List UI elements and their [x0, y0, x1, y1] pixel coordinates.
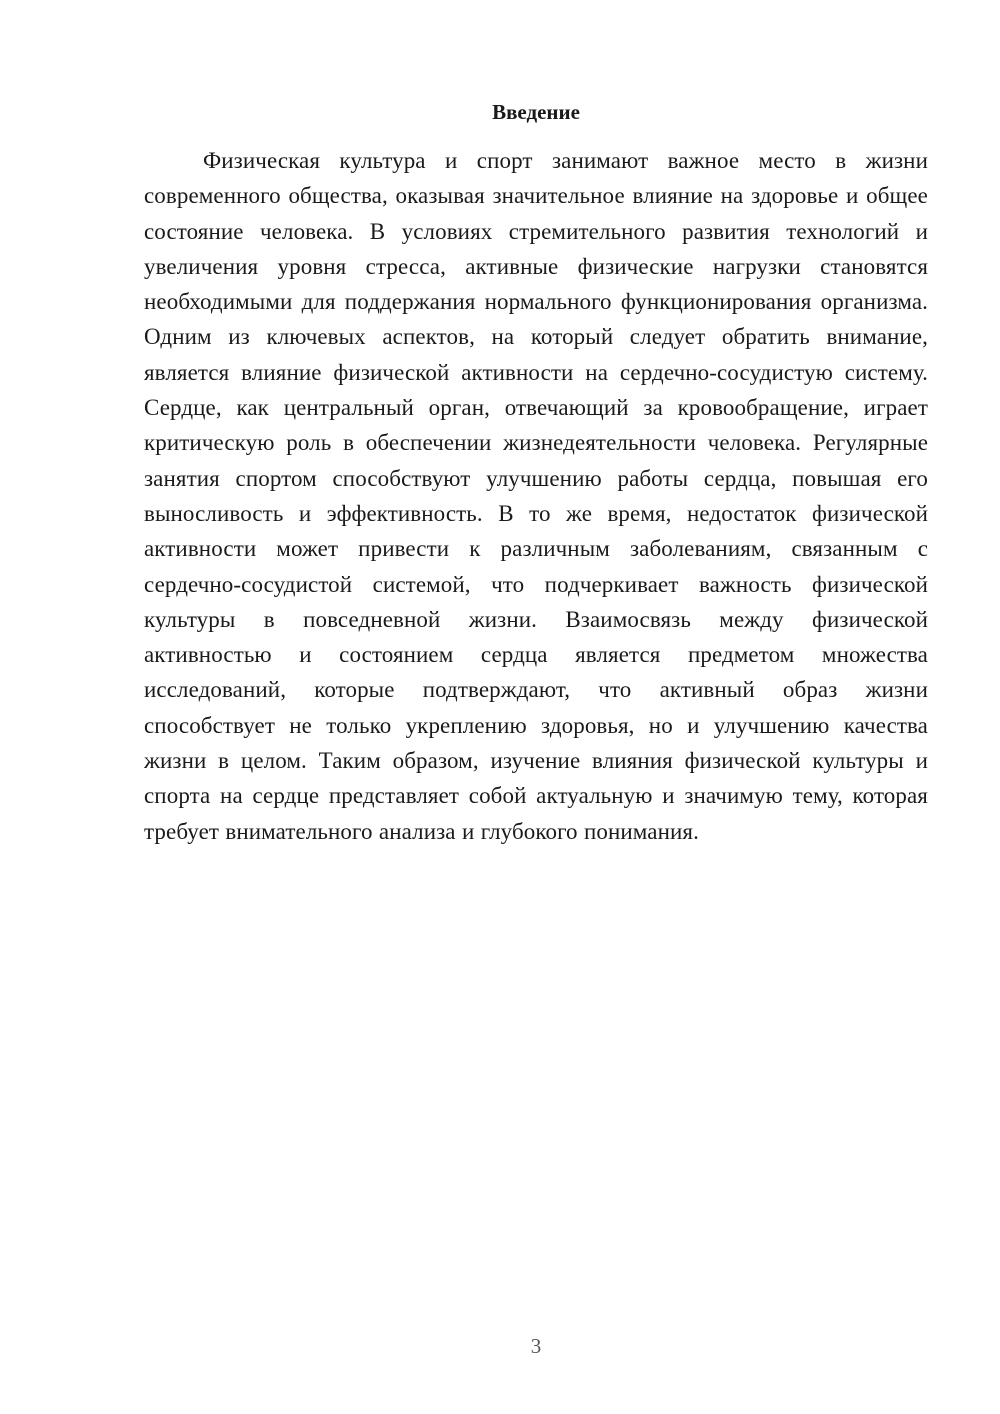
section-heading: Введение	[492, 100, 580, 124]
body-paragraph: Физическая культура и спорт занимают важное место в жизни современного общества, оказывая значительное влияние на здоровье и общее состояние человека. В условиях стремительного развития технологий и увеличения уровня стресса, активные физические нагрузки становятся необходимыми для поддержания нормального функционирования организма. Одним из ключевых аспектов, на который следует обратить внимание, является влияние физической активности на сердечно-сосудистую систему. Сердце, как центральный орган, отвечающий за кровообращение, играет критическую роль в обеспечении жизнедеятельности человека. Регулярные занятия спортом способствуют улучшению работы сердца, повышая его выносливость и эффективность. В то же время, недостаток физической активности может привести к различным заболеваниям, связанным с сердечно-сосудистой системой, что подчеркивает важность физической культуры в повседневной жизни. Взаимосвязь между физической активностью и состоянием сердца является предметом множества исследований, которые подтверждают, что активный образ жизни способствует не только укреплению здоровья, но и улучшению качества жизни в целом. Таким образом, изучение влияния физической культуры и спорта на сердце представляет собой актуальную и значимую тему, которая требует внимательного анализа и глубокого понимания.	[144, 148, 928, 844]
page-number: 3	[530, 1334, 542, 1358]
